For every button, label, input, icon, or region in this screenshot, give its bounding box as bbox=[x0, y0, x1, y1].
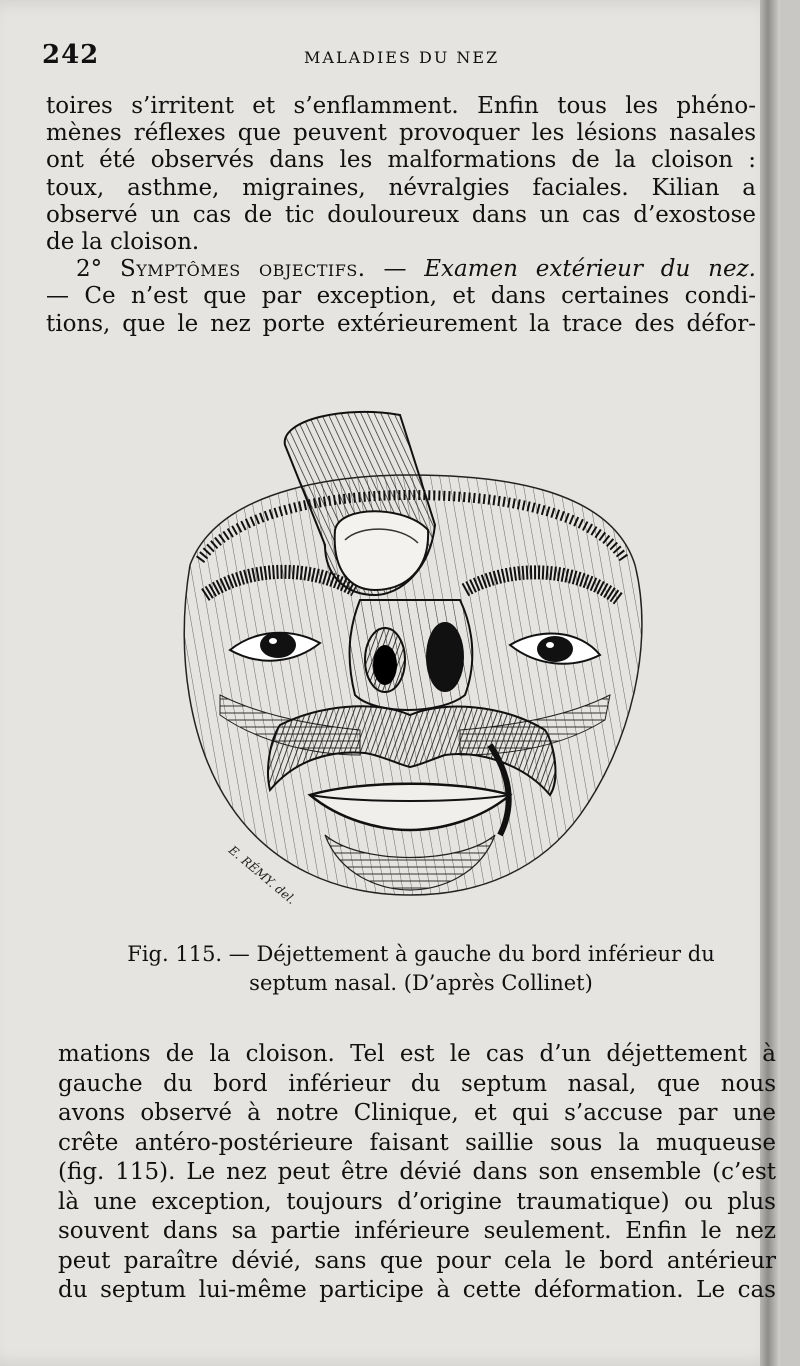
text-line: toires s’irritent et s’enflamment. Enfin tous les phéno- bbox=[46, 93, 756, 119]
text-line: souvent dans sa partie inférieure seulement. Enfin le nez bbox=[58, 1218, 776, 1244]
text-line: mations de la cloison. Tel est le cas d’un déjettement à bbox=[58, 1041, 776, 1067]
heading-dash: — bbox=[383, 256, 407, 283]
figure-engraving bbox=[160, 395, 660, 915]
text-line: observé un cas de tic douloureux dans un cas d’exostose bbox=[46, 201, 756, 228]
caption-line: Fig. 115. — Déjettement à gauche du bord inférieur du bbox=[127, 942, 715, 966]
text-line: crête antéro-postérieure faisant saillie sous la muqueuse bbox=[58, 1129, 776, 1156]
text-line: là une exception, toujours d’origine traumatique) ou plus bbox=[58, 1188, 776, 1215]
text-line: (fig. 115). Le nez peut être dévié dans son ensemble (c’est bbox=[58, 1159, 776, 1185]
text-line: ont été observés dans les malformations de la cloison : bbox=[46, 147, 756, 174]
text-line: — Ce n’est que par exception, et dans certaines condi- bbox=[46, 283, 756, 310]
text-line: mènes réflexes que peuvent provoquer les lésions nasales bbox=[46, 120, 756, 147]
engraver-signature: E. RÉMY. del. bbox=[226, 843, 299, 908]
text-line: toux, asthme, migraines, névralgies faciales. Kilian a bbox=[46, 174, 756, 201]
heading-subtitle: Examen extérieur du nez. bbox=[424, 256, 756, 283]
text-line: du septum lui-même participe à cette déformation. Le cas bbox=[58, 1277, 776, 1303]
text-line: peut paraître dévié, sans que pour cela le bord antérieur bbox=[58, 1247, 776, 1274]
section-heading-line bbox=[46, 256, 756, 283]
heading-number: 2° bbox=[76, 256, 103, 283]
running-head: MALADIES DU NEZ bbox=[304, 48, 500, 67]
caption-line: septum nasal. (D’après Collinet) bbox=[249, 971, 593, 995]
lower-paragraph bbox=[58, 1040, 776, 1306]
text-line: tions, que le nez porte extérieurement la trace des défor- bbox=[46, 310, 756, 337]
text-line: gauche du bord inférieur du septum nasal, que nous bbox=[58, 1070, 776, 1097]
figure-caption bbox=[86, 940, 756, 998]
face-engraving-illustration bbox=[160, 395, 660, 915]
page-number: 242 bbox=[42, 40, 100, 70]
upper-paragraph bbox=[46, 93, 756, 338]
heading-title: Symptômes objectifs. bbox=[119, 256, 366, 283]
text-line: avons observé à notre Clinique, et qui s’accuse par une bbox=[58, 1100, 776, 1126]
page-header bbox=[42, 40, 742, 74]
text-line: de la cloison. bbox=[46, 229, 200, 256]
